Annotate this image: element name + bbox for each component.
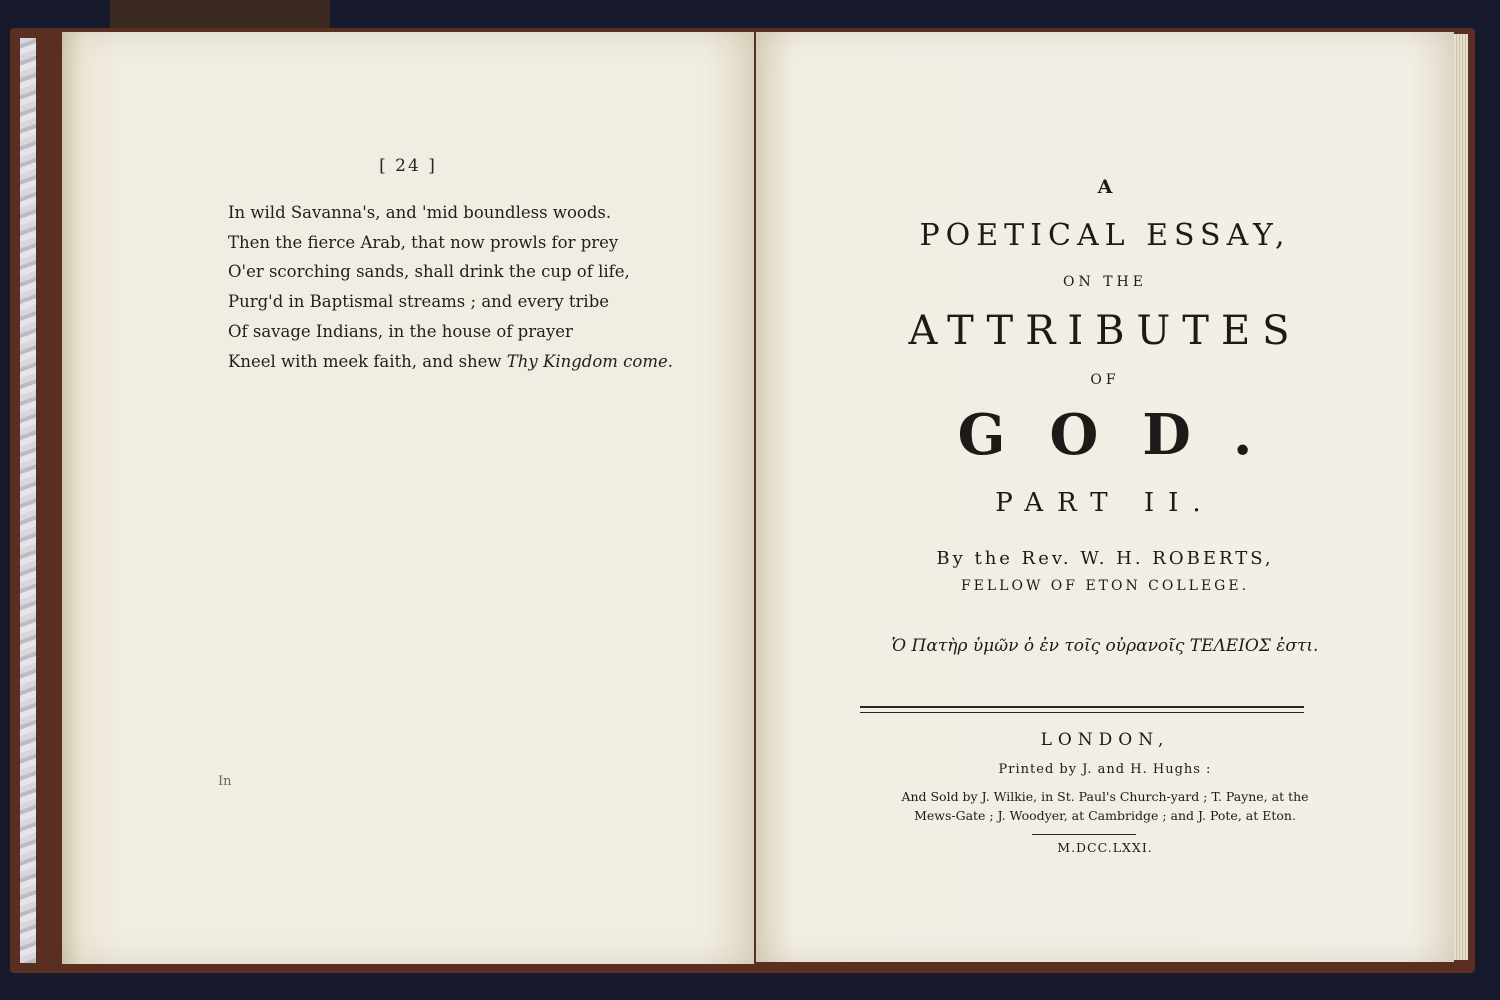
verse-line: In wild Savanna's, and 'mid boundless woods. xyxy=(228,203,612,222)
verse-line: Then the fierce Arab, that now prowls for prey xyxy=(228,232,619,252)
verse-line: Of savage Indians, in the house of prayer xyxy=(228,321,573,341)
imprint-sellers-line-1: And Sold by J. Wilkie, in St. Paul's Church-yard ; T. Payne, at the xyxy=(901,789,1309,804)
verse-line: Purg'd in Baptismal streams ; and every tribe xyxy=(228,292,610,312)
date-rule xyxy=(1032,834,1136,835)
title-attributes: ATTRIBUTES xyxy=(908,308,1302,354)
catchword: In xyxy=(218,774,232,789)
title-on-the: ON THE xyxy=(1063,274,1147,290)
title-poetical-essay: POETICAL ESSAY, xyxy=(919,218,1291,253)
marbled-endpaper xyxy=(20,38,36,963)
double-rule-bottom xyxy=(860,712,1304,713)
imprint-printer: Printed by J. and H. Hughs : xyxy=(998,762,1212,777)
imprint-sellers-line-2: Mews-Gate ; J. Woodyer, at Cambridge ; and J. Pote, at Eton. xyxy=(914,808,1296,823)
verse-italic-text: Thy Kingdom come. xyxy=(506,351,674,371)
title-article: A xyxy=(1097,176,1113,198)
verse-line: O'er scorching sands, shall drink the cup of life, xyxy=(228,262,630,282)
page-edges xyxy=(1454,34,1468,960)
imprint-date: M.DCC.LXXI. xyxy=(1057,840,1153,855)
title-part: PART II. xyxy=(995,488,1215,518)
verse-text: Kneel with meek faith, and shew xyxy=(228,351,507,371)
title-of: OF xyxy=(1090,372,1120,388)
left-page xyxy=(62,32,754,964)
double-rule-top xyxy=(860,706,1304,708)
title-page xyxy=(756,32,1454,962)
author-affiliation: FELLOW OF ETON COLLEGE. xyxy=(960,578,1250,594)
verse-line-last xyxy=(228,347,674,377)
page-number: [ 24 ] xyxy=(379,156,437,176)
title-god: GOD. xyxy=(957,402,1297,468)
greek-epigraph: Ὁ Πατὴρ ὑμῶν ὁ ἐν τοῖς οὐρανοῖς ΤΕΛΕΙΟΣ ἐστι. xyxy=(891,636,1319,656)
poem-verses xyxy=(228,198,674,376)
imprint-place: LONDON, xyxy=(1040,730,1170,750)
author-line: By the Rev. W. H. ROBERTS, xyxy=(936,548,1274,569)
